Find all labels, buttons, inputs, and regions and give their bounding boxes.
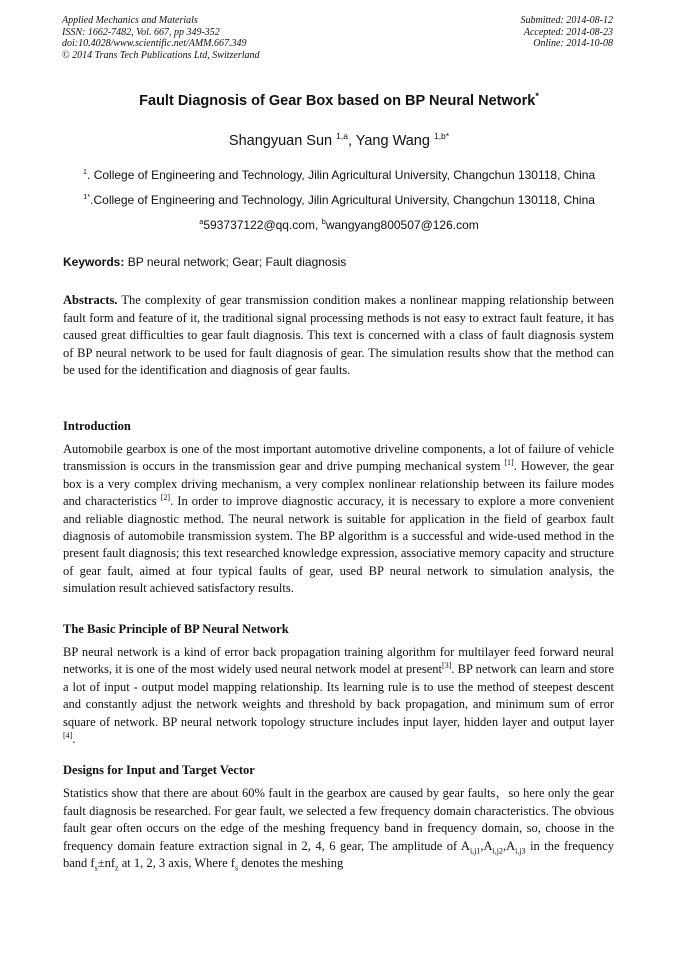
email-a-mark: a (199, 217, 204, 226)
subscript-1: i,j1 (469, 846, 481, 856)
email-b-mark: b (321, 217, 326, 226)
subscript-6: s (234, 863, 239, 873)
affiliation-1 (0, 167, 678, 182)
author-2-affiliation: 1,b* (433, 131, 450, 141)
intro-text-3: . In order to improve diagnostic accuracy, it is necessary to explore a more convenient and reliable diagnostic method. The neural network is suitable for application in the field of gearbox fault diagnosis of automobile transmission system. The BP algorithm is a successful and wide-used method in the present fault diagnosis; this text researched knowledge expression, associative memory capacity and structure of gear fault, aimed at four typical faults of gear, used BP neural network to simulation analysis, the simulation result achieved satisfactory results. (63, 494, 614, 596)
design-comma-2: ,A (503, 838, 516, 853)
online-date: Online: 2014-10-08 (533, 38, 613, 49)
intro-text-1: Automobile gearbox is one of the most important automotive driveline components, a lot of failure of vehicle transmission is occurs in the transmission gear and drive pumping mechanical system (63, 442, 614, 474)
email-b[interactable]: wangyang800507@126.com (325, 218, 479, 232)
intro-text-2: . However, the gear box is a very complex driving mechanism, a very complex nonlinear relationship between its failure modes and characteristics (63, 459, 614, 509)
journal-doi[interactable]: doi:10.4028/www.scientific.net/AMM.667.349 (62, 38, 247, 49)
design-text-1: Statistics show that there are about 60% fault in the gearbox are caused by gear faults，so here only the gear fault diagnosis be researched. For gear fault, we selected a few frequency domain characteristics. The obvious fault gear often occurs on the edge of the meshing frequency band in frequency domain, so, choose in the frequency domain feature extraction signal in 2, 4, 6 gear, The amplitude of A (63, 786, 614, 853)
bp-text-2: . BP network can learn and store a lot of input - output model mapping relationship. Its learning rule is to use the method of steepest descent and constantly adjust the network weights and threshold by back propagation, and minimum sum of error square of network. BP neural network topology structure includes input layer, hidden layer and output layer (63, 662, 614, 729)
abstract-label: Abstracts. (63, 293, 118, 307)
design-comma-1: ,A (480, 838, 493, 853)
affiliation-1-mark: 1 (82, 167, 88, 176)
introduction-heading: Introduction (63, 419, 131, 433)
journal-info (62, 15, 260, 61)
author-emails (0, 217, 678, 232)
author-1-affiliation: 1,a (336, 131, 348, 141)
paper-title-text: Fault Diagnosis of Gear Box based on BP Neural Network (139, 92, 536, 109)
journal-issn: ISSN: 1662-7482, Vol. 667, pp 349-352 (62, 26, 220, 38)
design-text-5: denotes the meshing (238, 856, 344, 871)
subscript-3: i,j3 (515, 846, 526, 856)
author-separator: , (347, 132, 356, 149)
affiliation-2 (0, 192, 678, 207)
design-text-3: ±nf (97, 856, 115, 871)
abstract (63, 292, 614, 380)
journal-copyright: © 2014 Trans Tech Publications Ltd, Switzerland (62, 49, 260, 61)
accepted-date: Accepted: 2014-08-23 (523, 26, 613, 38)
submitted-date: Submitted: 2014-08-12 (520, 15, 613, 26)
keywords-text: BP neural network; Gear; Fault diagnosis (124, 255, 347, 269)
designs-heading: Designs for Input and Target Vector (63, 763, 255, 777)
subscript-5: z (115, 863, 119, 873)
citation-2[interactable]: [2] (160, 493, 171, 503)
email-a[interactable]: 593737122@qq.com, (203, 218, 322, 232)
affiliation-2-text: .College of Engineering and Technology, Jilin Agricultural University, Changchun 130118, China (90, 193, 595, 207)
bp-text-3: . (72, 732, 76, 747)
keywords-label: Keywords: (63, 255, 125, 269)
abstract-text: The complexity of gear transmission condition makes a nonlinear mapping relationship between fault form and feature of it, the traditional signal processing methods is not easy to extract fault feature, it has caused great difficulties to gear fault diagnosis. This text is concerned with a class of fault diagnosis system of BP neural network to be used for fault diagnosis of gear. The simulation results show that the method can be used for the identification and diagnosis of gear faults. (63, 293, 614, 378)
design-text-4: at 1, 2, 3 axis, Where f (118, 856, 235, 871)
affiliation-2-mark: 1* (83, 192, 91, 201)
subscript-4: s (94, 863, 98, 873)
keywords (63, 255, 346, 269)
citation-1[interactable]: [1] (504, 458, 514, 468)
bp-principle-heading: The Basic Principle of BP Neural Network (63, 622, 289, 636)
affiliation-1-text: . College of Engineering and Technology, Jilin Agricultural University, Changchun 130118, China (87, 168, 596, 182)
author-2: Yang Wang (355, 132, 430, 149)
introduction-paragraph (63, 441, 614, 598)
design-text-2: in the frequency band f (63, 838, 614, 871)
citation-3[interactable]: [3] (442, 661, 452, 671)
subscript-2: i,j2 (492, 846, 503, 856)
citation-4[interactable]: [4] (63, 730, 73, 740)
bp-principle-paragraph (63, 644, 614, 748)
designs-paragraph (63, 785, 614, 873)
publication-dates (521, 15, 614, 50)
author-list (0, 131, 678, 149)
journal-name: Applied Mechanics and Materials (62, 15, 198, 26)
bp-text-1: BP neural network is a kind of error back propagation training algorithm for multilayer feed forward neural networks, it is one of the most widely used neural network model at present (63, 645, 614, 677)
author-1: Shangyuan Sun (228, 132, 333, 149)
title-footnote-mark: * (535, 91, 539, 101)
paper-title (0, 91, 678, 109)
